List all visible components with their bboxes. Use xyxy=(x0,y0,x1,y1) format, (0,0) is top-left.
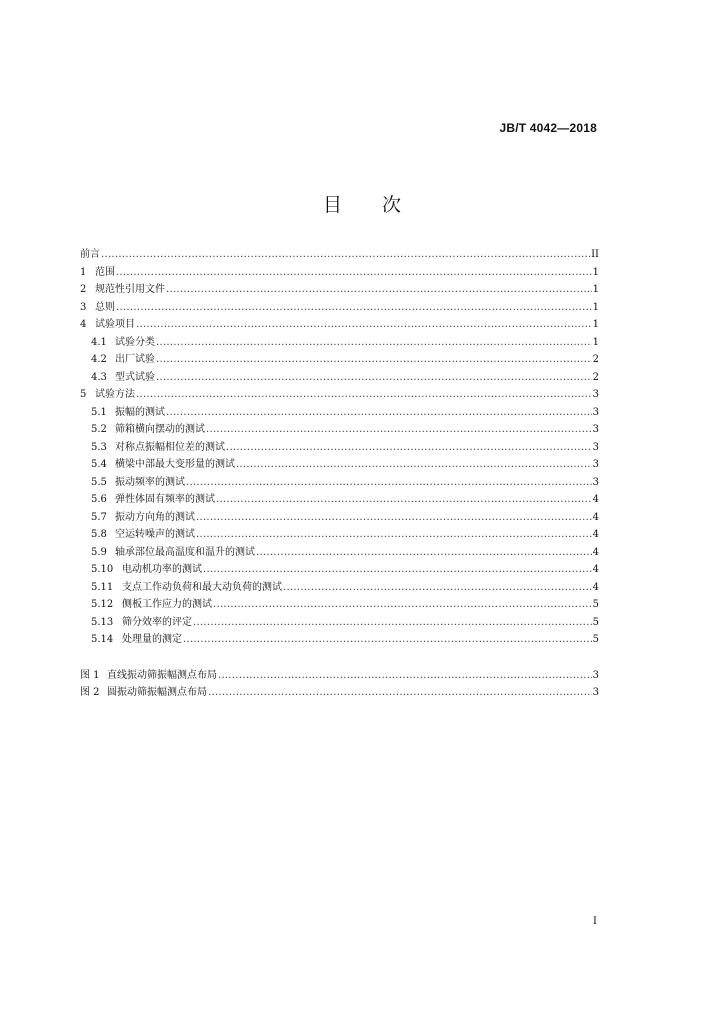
toc-entry-label: 空运转噪声的测试 xyxy=(115,529,195,540)
toc-entry[interactable] xyxy=(80,334,599,352)
toc-entry[interactable] xyxy=(80,369,599,387)
toc-entry[interactable] xyxy=(80,474,599,492)
toc-entry[interactable] xyxy=(80,281,599,299)
toc-entry-page: 1 xyxy=(592,319,599,330)
toc-entry-page: 1 xyxy=(592,266,599,278)
page-number: I xyxy=(593,916,597,927)
toc-entry-number: 5.5 xyxy=(91,476,107,488)
toc-leader-dots xyxy=(196,509,592,527)
toc-entry-page: II xyxy=(591,249,599,260)
toc-leader-dots xyxy=(218,667,592,685)
toc-entry-label: 前言 xyxy=(80,249,100,260)
toc-entry-page: 3 xyxy=(592,459,599,470)
toc-spacer xyxy=(80,649,599,667)
toc-figure-entry[interactable] xyxy=(80,684,599,702)
toc-leader-dots xyxy=(203,561,592,579)
toc-entry-foreword[interactable] xyxy=(80,246,599,264)
toc-entry-label: 筛分效率的评定 xyxy=(122,616,192,628)
toc-entry-page: 4 xyxy=(592,529,599,540)
toc-entry[interactable] xyxy=(80,299,599,317)
toc-leader-dots xyxy=(208,684,592,702)
toc-leader-dots xyxy=(166,404,592,422)
toc-entry[interactable] xyxy=(80,439,599,457)
toc-entry-label: 试验分类 xyxy=(115,336,155,348)
toc-figure-number: 图 1 xyxy=(80,669,100,681)
toc-leader-dots xyxy=(136,316,592,334)
toc-leader-dots xyxy=(101,246,590,264)
toc-entry[interactable] xyxy=(80,561,599,579)
toc-entry[interactable] xyxy=(80,404,599,422)
toc-leader-dots xyxy=(236,456,592,474)
toc-entry-number: 5 xyxy=(80,389,87,400)
toc-entry[interactable] xyxy=(80,351,599,369)
toc-leader-dots xyxy=(283,579,592,597)
toc-entry-page: 3 xyxy=(592,424,599,435)
toc-leader-dots xyxy=(156,334,592,352)
toc-entry-label: 支点工作动负荷和最大动负荷的测试 xyxy=(122,581,282,593)
toc-entry-number: 5.11 xyxy=(91,581,114,593)
toc-leader-dots xyxy=(226,439,592,457)
page-title xyxy=(0,190,724,217)
toc-entry[interactable] xyxy=(80,509,599,527)
standard-number: JB/T 4042—2018 xyxy=(499,121,597,135)
toc-entry-label: 出厂试验 xyxy=(115,354,155,365)
toc-leader-dots xyxy=(136,386,592,404)
toc-entry-number: 5.14 xyxy=(91,634,114,645)
toc-entry-label: 振动方向角的测试 xyxy=(115,511,195,523)
toc-entry[interactable] xyxy=(80,264,599,282)
toc-entry-label: 范围 xyxy=(95,266,115,278)
toc-entry-number: 5.9 xyxy=(91,546,107,558)
toc-entry-page: 5 xyxy=(592,616,599,628)
toc-entry-number: 4.2 xyxy=(91,354,107,365)
toc-entry-page: 2 xyxy=(592,371,599,383)
toc-entry-number: 5.12 xyxy=(91,599,114,610)
toc-entry-page: 3 xyxy=(592,441,599,453)
toc-entry-number: 5.1 xyxy=(91,406,107,418)
toc-entry-page: 4 xyxy=(592,564,599,575)
toc-entry-number: 1 xyxy=(80,266,87,278)
toc-entry-label: 振动频率的测试 xyxy=(115,476,185,488)
toc-entry-page: 3 xyxy=(592,406,599,418)
toc-entry[interactable] xyxy=(80,386,599,404)
title-char-2: 次 xyxy=(382,194,402,216)
toc-entry-number: 5.13 xyxy=(91,616,114,628)
toc-entry-number: 4.3 xyxy=(91,371,107,383)
toc-entry-page: 4 xyxy=(592,494,599,505)
toc-entry-label: 试验方法 xyxy=(95,389,135,400)
toc-leader-dots xyxy=(186,474,592,492)
toc-entry[interactable] xyxy=(80,421,599,439)
toc-entry-number: 5.4 xyxy=(91,459,107,470)
toc-figure-label: 圆振动筛振幅测点布局 xyxy=(107,687,207,698)
toc-entry-page: 4 xyxy=(592,581,599,593)
title-char-1: 目 xyxy=(322,194,342,216)
toc-entry-page: 4 xyxy=(592,511,599,523)
toc-entry-label: 横梁中部最大变形量的测试 xyxy=(115,459,235,470)
toc-entry-label: 总则 xyxy=(95,301,115,313)
toc-leader-dots xyxy=(116,264,592,282)
toc-entry[interactable] xyxy=(80,614,599,632)
toc-entry-number: 5.3 xyxy=(91,441,107,453)
toc-figure-number: 图 2 xyxy=(80,687,100,698)
toc-entry[interactable] xyxy=(80,456,599,474)
toc-entry-label: 弹性体固有频率的测试 xyxy=(115,494,215,505)
toc-entry-label: 侧板工作应力的测试 xyxy=(122,599,212,610)
toc-entry-number: 4 xyxy=(80,319,87,330)
toc-entry-label: 筛箱横向摆动的测试 xyxy=(115,424,205,435)
toc-leader-dots xyxy=(193,614,592,632)
toc-leader-dots xyxy=(256,544,592,562)
toc-leader-dots xyxy=(166,281,592,299)
toc-entry-page: 1 xyxy=(592,284,599,295)
toc-entry-page: 3 xyxy=(592,389,599,400)
toc-entry-page: 5 xyxy=(592,599,599,610)
toc-entry-number: 5.10 xyxy=(91,564,114,575)
toc-figure-page: 3 xyxy=(592,687,599,698)
toc-leader-dots xyxy=(116,299,592,317)
toc-entry-number: 5.6 xyxy=(91,494,107,505)
toc-entry-label: 型式试验 xyxy=(115,371,155,383)
toc-entry[interactable] xyxy=(80,579,599,597)
toc-entry-page: 4 xyxy=(592,546,599,558)
toc-figure-page: 3 xyxy=(592,669,599,681)
toc-entry-page: 1 xyxy=(592,301,599,313)
toc-figure-entry[interactable] xyxy=(80,667,599,685)
toc-entry[interactable] xyxy=(80,544,599,562)
toc-entry-number: 5.2 xyxy=(91,424,107,435)
toc-entry-page: 1 xyxy=(592,336,599,348)
toc-leader-dots xyxy=(183,631,592,649)
toc-entry-page: 5 xyxy=(592,634,599,645)
toc-leader-dots xyxy=(196,526,592,544)
toc-entry-page: 3 xyxy=(592,476,599,488)
toc-entry[interactable] xyxy=(80,596,599,614)
toc-leader-dots xyxy=(156,369,592,387)
toc-entry-label: 振幅的测试 xyxy=(115,406,165,418)
toc-leader-dots xyxy=(206,421,592,439)
table-of-contents xyxy=(80,246,599,702)
toc-entry-label: 轴承部位最高温度和温升的测试 xyxy=(115,546,255,558)
toc-entry-number: 4.1 xyxy=(91,336,107,348)
toc-entry[interactable] xyxy=(80,526,599,544)
toc-entry-page: 2 xyxy=(592,354,599,365)
toc-leader-dots xyxy=(213,596,592,614)
toc-entry-label: 规范性引用文件 xyxy=(95,284,165,295)
toc-leader-dots xyxy=(216,491,592,509)
toc-entry-number: 3 xyxy=(80,301,87,313)
toc-entry-number: 2 xyxy=(80,284,87,295)
toc-entry-label: 试验项目 xyxy=(95,319,135,330)
toc-figure-label: 直线振动筛振幅测点布局 xyxy=(107,669,217,681)
toc-entry-label: 电动机功率的测试 xyxy=(122,564,202,575)
toc-entry-label: 对称点振幅相位差的测试 xyxy=(115,441,225,453)
toc-entry[interactable] xyxy=(80,316,599,334)
toc-entry[interactable] xyxy=(80,491,599,509)
toc-entry-number: 5.8 xyxy=(91,529,107,540)
toc-entry-label: 处理量的测定 xyxy=(122,634,182,645)
toc-entry-number: 5.7 xyxy=(91,511,107,523)
toc-leader-dots xyxy=(156,351,592,369)
toc-entry[interactable] xyxy=(80,631,599,649)
